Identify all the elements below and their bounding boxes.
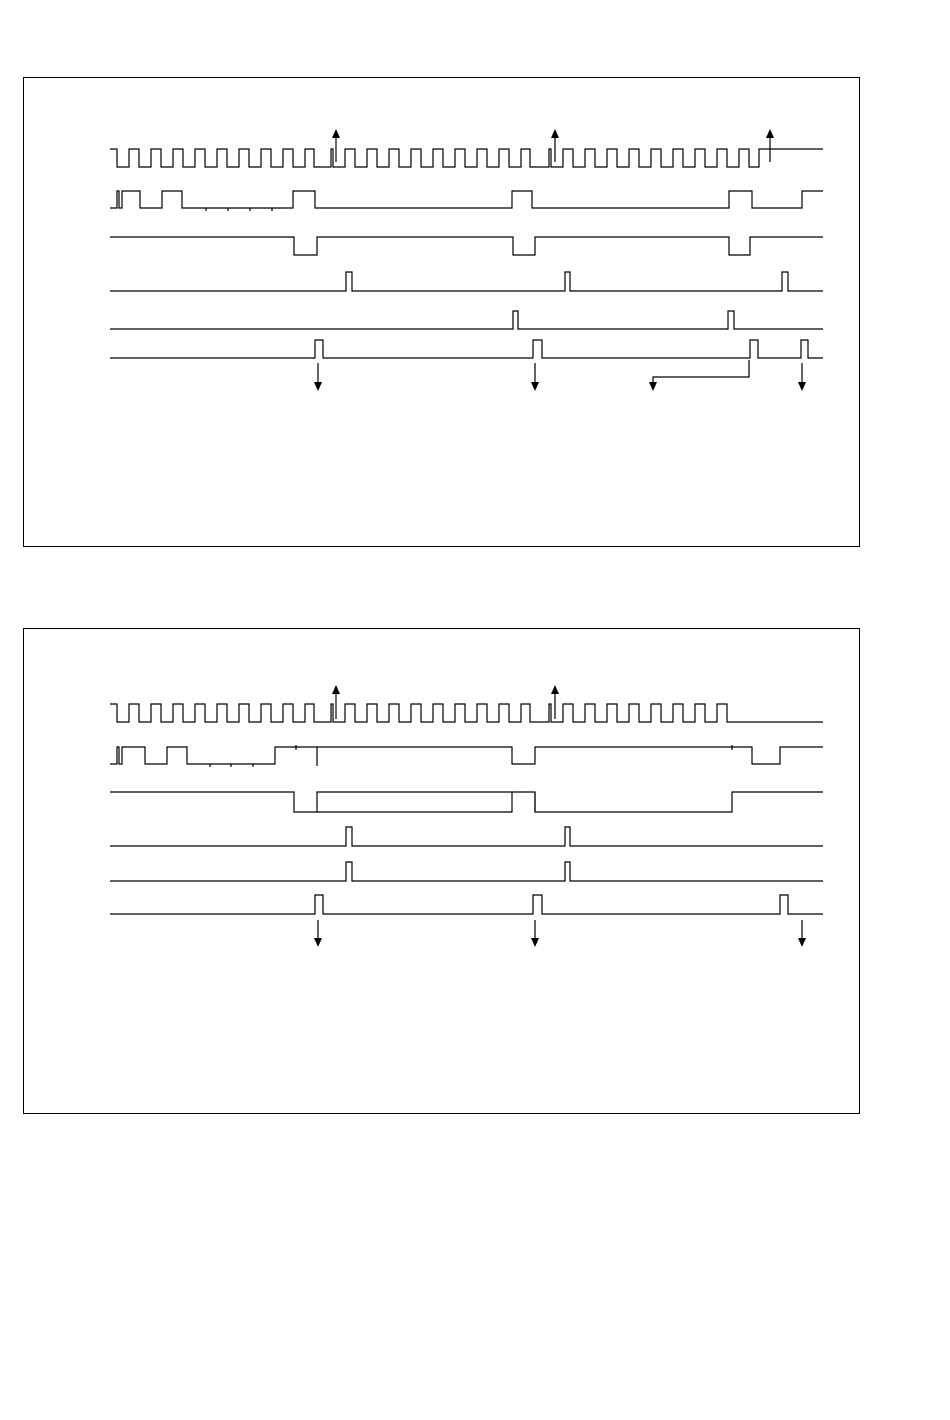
up-arrow-head	[551, 685, 559, 694]
up-arrow-head	[551, 129, 559, 138]
bent-arrow-line	[653, 360, 749, 383]
timing-diagram-2	[110, 685, 823, 947]
timing-diagram-1	[110, 129, 823, 391]
down-arrow-head	[798, 382, 806, 391]
up-arrow-head	[766, 129, 774, 138]
down-arrow-head	[314, 938, 322, 947]
signal-4-waveform	[110, 272, 823, 291]
clock-waveform	[110, 704, 823, 722]
signal-5-waveform	[110, 862, 823, 881]
signal-3-waveform	[110, 792, 512, 812]
signal-6-waveform	[110, 895, 823, 914]
down-arrow-head	[798, 938, 806, 947]
signal-5-waveform	[110, 311, 823, 329]
up-arrow-head	[332, 129, 340, 138]
up-arrow-head	[332, 685, 340, 694]
down-arrow-head	[531, 382, 539, 391]
signal-2-waveform	[110, 747, 823, 764]
down-arrow-head	[314, 382, 322, 391]
signal-2-waveform	[110, 191, 823, 208]
clock-waveform	[110, 149, 823, 167]
signal-6-waveform	[110, 340, 823, 358]
signal-4-waveform	[110, 827, 823, 846]
down-arrow-head	[649, 382, 657, 391]
signal-3-waveform	[110, 237, 823, 255]
signal-3-waveform	[512, 792, 823, 812]
down-arrow-head	[531, 938, 539, 947]
